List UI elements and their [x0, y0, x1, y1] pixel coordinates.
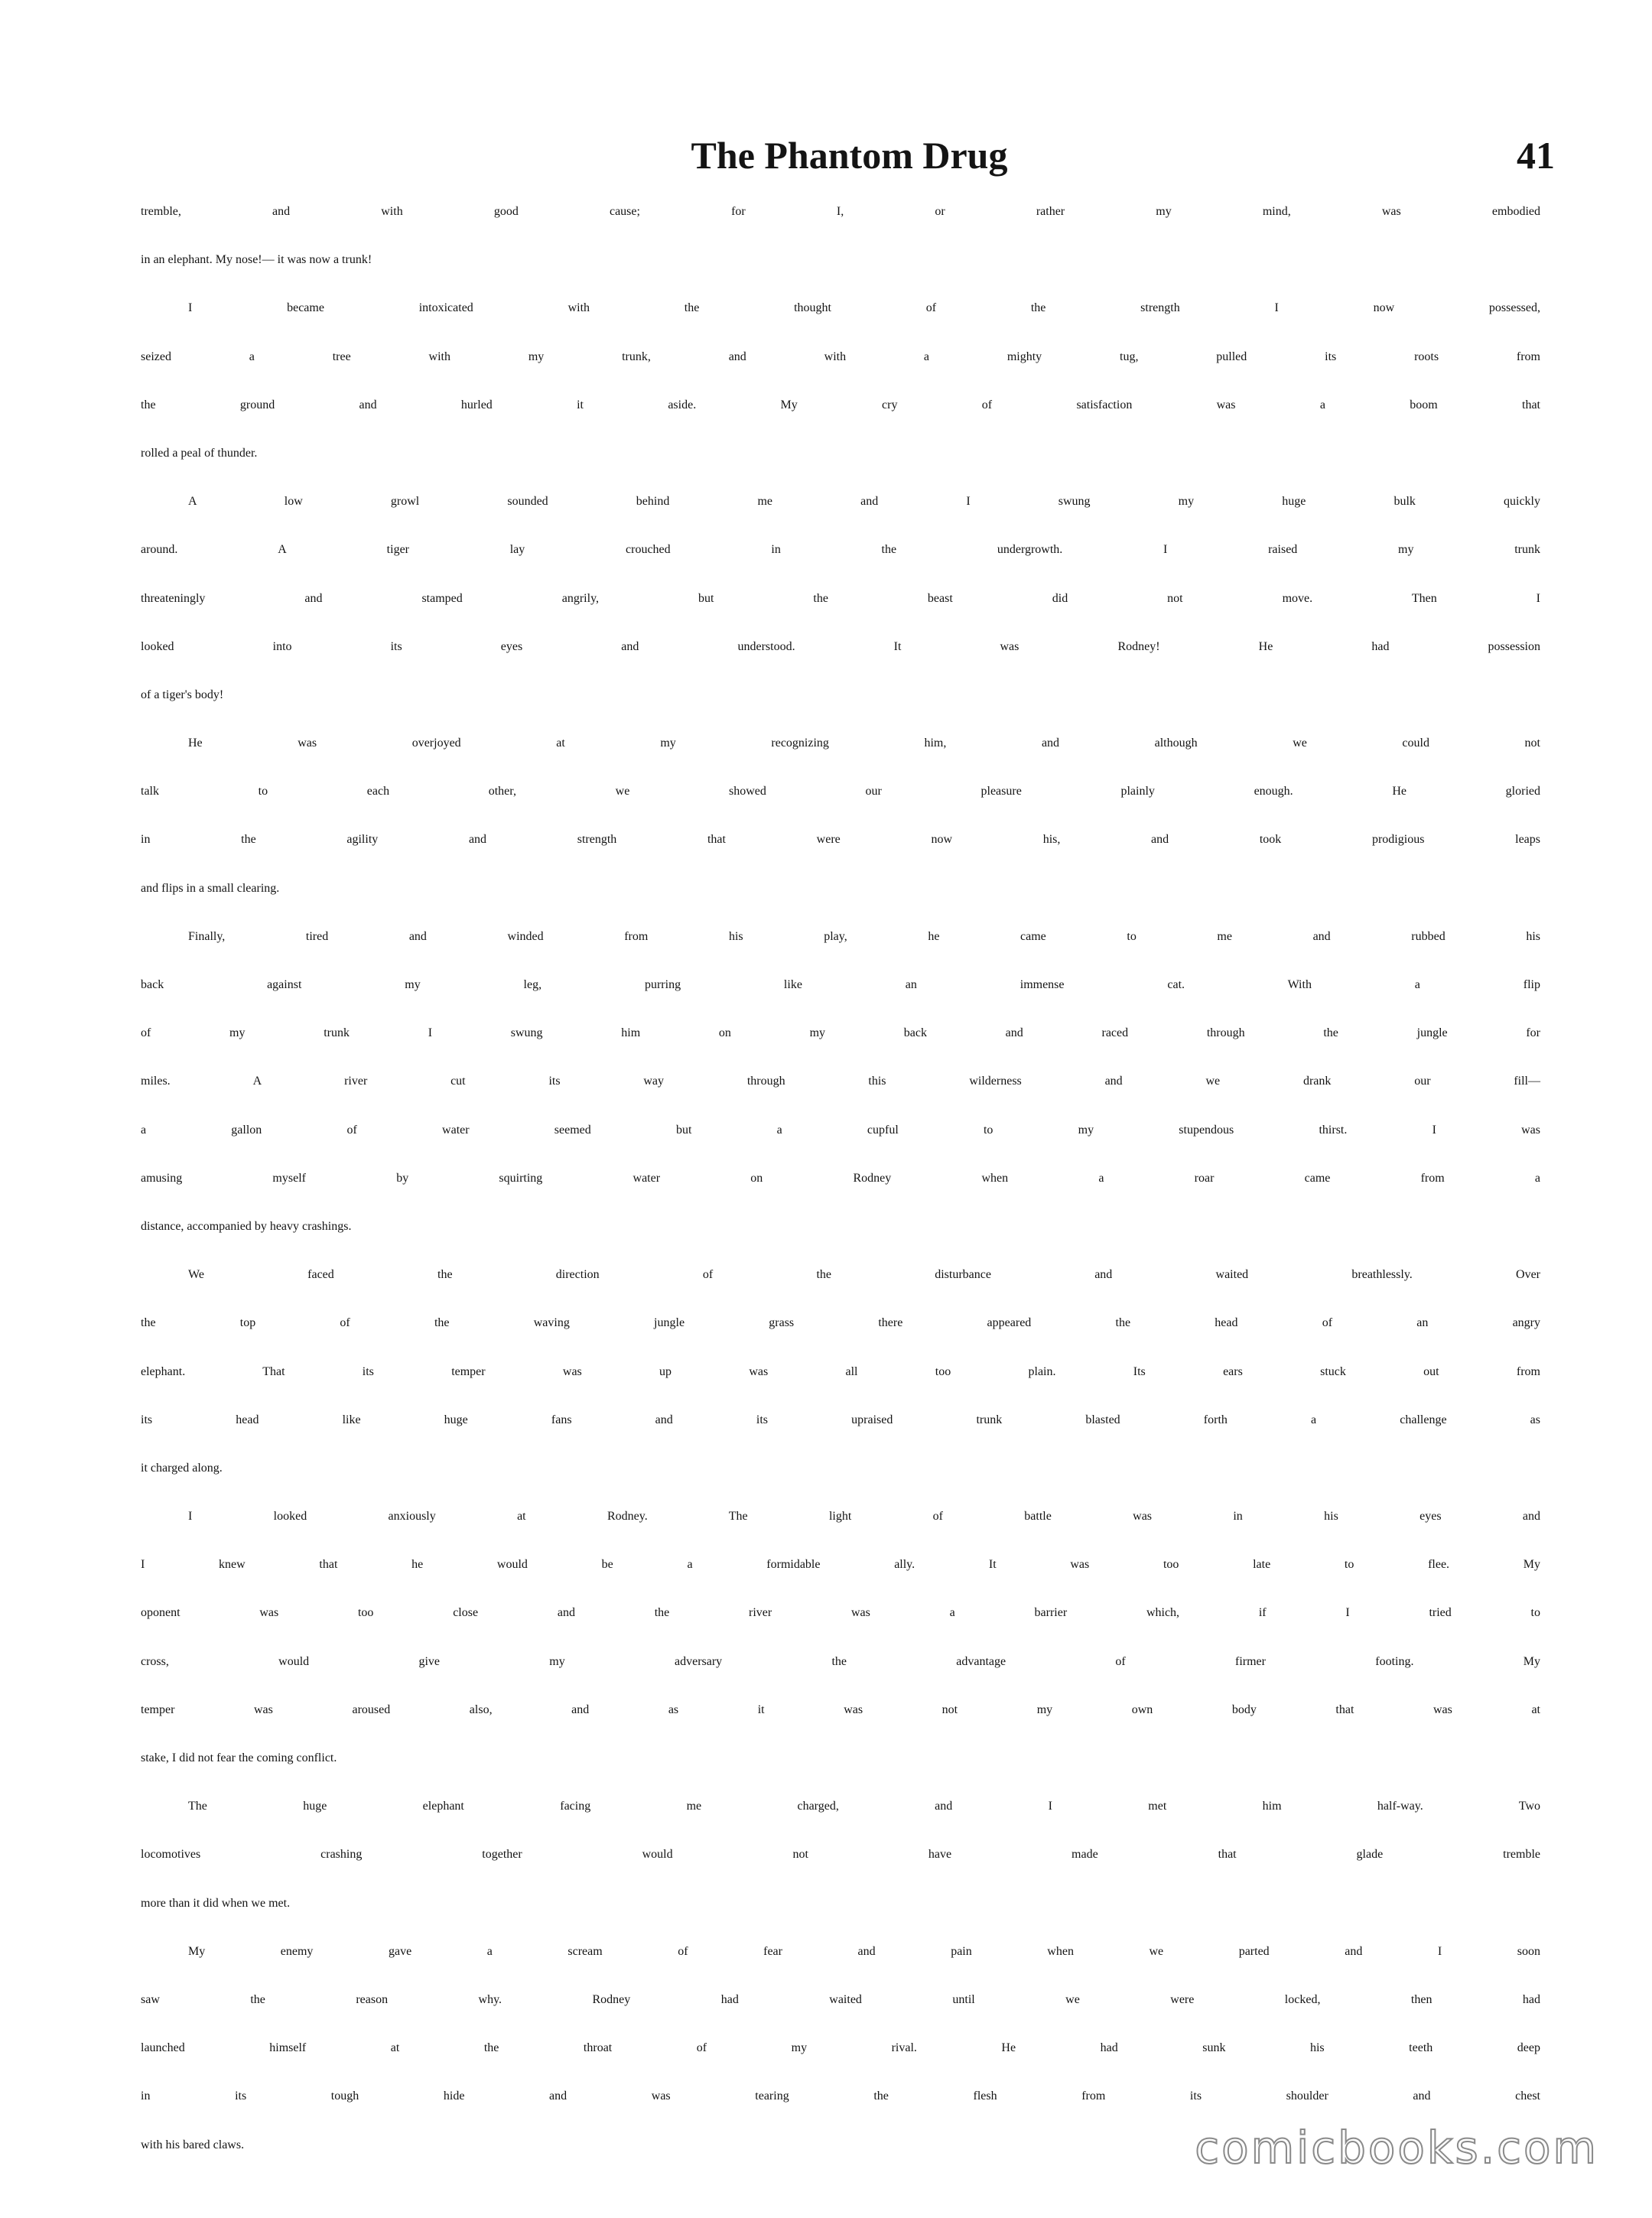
text-line: elephant. That its temper was up was all too plain. Its ears stuck out from [141, 1364, 1540, 1378]
text-line: saw the reason why. Rodney had waited until we were locked, then had [141, 1992, 1540, 2006]
text-line: rolled a peal of thunder. [141, 446, 258, 460]
body-text [141, 205, 1540, 2187]
text-line: looked into its eyes and understood. It was Rodney! He had possession [141, 639, 1540, 653]
text-line: its head like huge fans and its upraised trunk blasted forth a challenge as [141, 1413, 1540, 1426]
text-line: in the agility and strength that were now his, and took prodigious leaps [141, 833, 1540, 847]
text-line: He was overjoyed at my recognizing him, and although we could not [188, 737, 1540, 750]
watermark: comicbooks.com [1195, 2122, 1598, 2174]
text-line: stake, I did not fear the coming conflict. [141, 1751, 337, 1764]
text-line: temper was aroused also, and as it was not my own body that was at [141, 1703, 1540, 1716]
text-line: Finally, tired and winded from his play, he came to me and rubbed his [188, 929, 1540, 943]
text-line: the ground and hurled it aside. My cry of satisfaction was a boom that [141, 398, 1540, 411]
text-line: locomotives crashing together would not have made that glade tremble [141, 1848, 1540, 1862]
text-line: I knew that he would be a formidable ally. It was too late to flee. My [141, 1558, 1540, 1572]
paragraph [141, 1510, 1540, 1800]
text-line: seized a tree with my trunk, and with a mighty tug, pulled its roots from [141, 350, 1540, 363]
text-line: My enemy gave a scream of fear and pain when we parted and I soon [188, 1944, 1540, 1958]
text-line: distance, accompanied by heavy crashings. [141, 1219, 352, 1233]
text-line: and flips in a small clearing. [141, 881, 280, 895]
page-number: 41 [1517, 134, 1555, 177]
running-title: The Phantom Drug [691, 134, 1008, 177]
text-line: in an elephant. My nose!— it was now a trunk! [141, 253, 372, 267]
text-line: The huge elephant facing me charged, and I met him half-way. Two [188, 1800, 1540, 1813]
text-line: it charged along. [141, 1461, 223, 1475]
text-line: of my trunk I swung him on my back and raced through the jungle for [141, 1026, 1540, 1040]
text-line: talk to each other, we showed our pleasure plainly enough. He gloried [141, 785, 1540, 798]
text-line: amusing myself by squirting water on Rodney when a roar came from a [141, 1171, 1540, 1185]
text-line: We faced the direction of the disturbance and waited breathlessly. Over [188, 1268, 1540, 1282]
text-line: of a tiger's body! [141, 688, 224, 701]
text-line: I looked anxiously at Rodney. The light of battle was in his eyes and [188, 1510, 1540, 1524]
text-line: a gallon of water seemed but a cupful to my stupendous thirst. I was [141, 1123, 1540, 1137]
text-line: in its tough hide and was tearing the flesh from its shoulder and chest [141, 2090, 1540, 2103]
paragraph [141, 737, 1540, 930]
text-line: tremble, and with good cause; for I, or rather my mind, was embodied [141, 205, 1540, 218]
text-line: miles. A river cut its way through this wilderness and we drank our fill— [141, 1075, 1540, 1088]
paragraph [141, 1268, 1540, 1510]
paragraph [141, 1800, 1540, 1945]
text-line: A low growl sounded behind me and I swung my huge bulk quickly [188, 495, 1540, 509]
text-line: the top of the waving jungle grass there appeared the head of an angry [141, 1316, 1540, 1330]
paragraph [141, 930, 1540, 1268]
text-line: with his bared claws. [141, 2138, 245, 2151]
page-header [144, 128, 1555, 182]
text-line: launched himself at the throat of my rival. He had sunk his teeth deep [141, 2041, 1540, 2055]
text-line: oponent was too close and the river was a barrier which, if I tried to [141, 1606, 1540, 1620]
text-line: around. A tiger lay crouched in the undergrowth. I raised my trunk [141, 543, 1540, 557]
paragraph [141, 495, 1540, 737]
text-line: back against my leg, purring like an immense cat. With a flip [141, 978, 1540, 991]
text-line: I became intoxicated with the thought of the strength I now possessed, [188, 301, 1540, 315]
paragraph [141, 301, 1540, 495]
paragraph [141, 205, 1540, 301]
text-line: threateningly and stamped angrily, but the beast did not move. Then I [141, 591, 1540, 605]
text-line: more than it did when we met. [141, 1896, 291, 1910]
text-line: cross, would give my adversary the advantage of firmer footing. My [141, 1654, 1540, 1668]
